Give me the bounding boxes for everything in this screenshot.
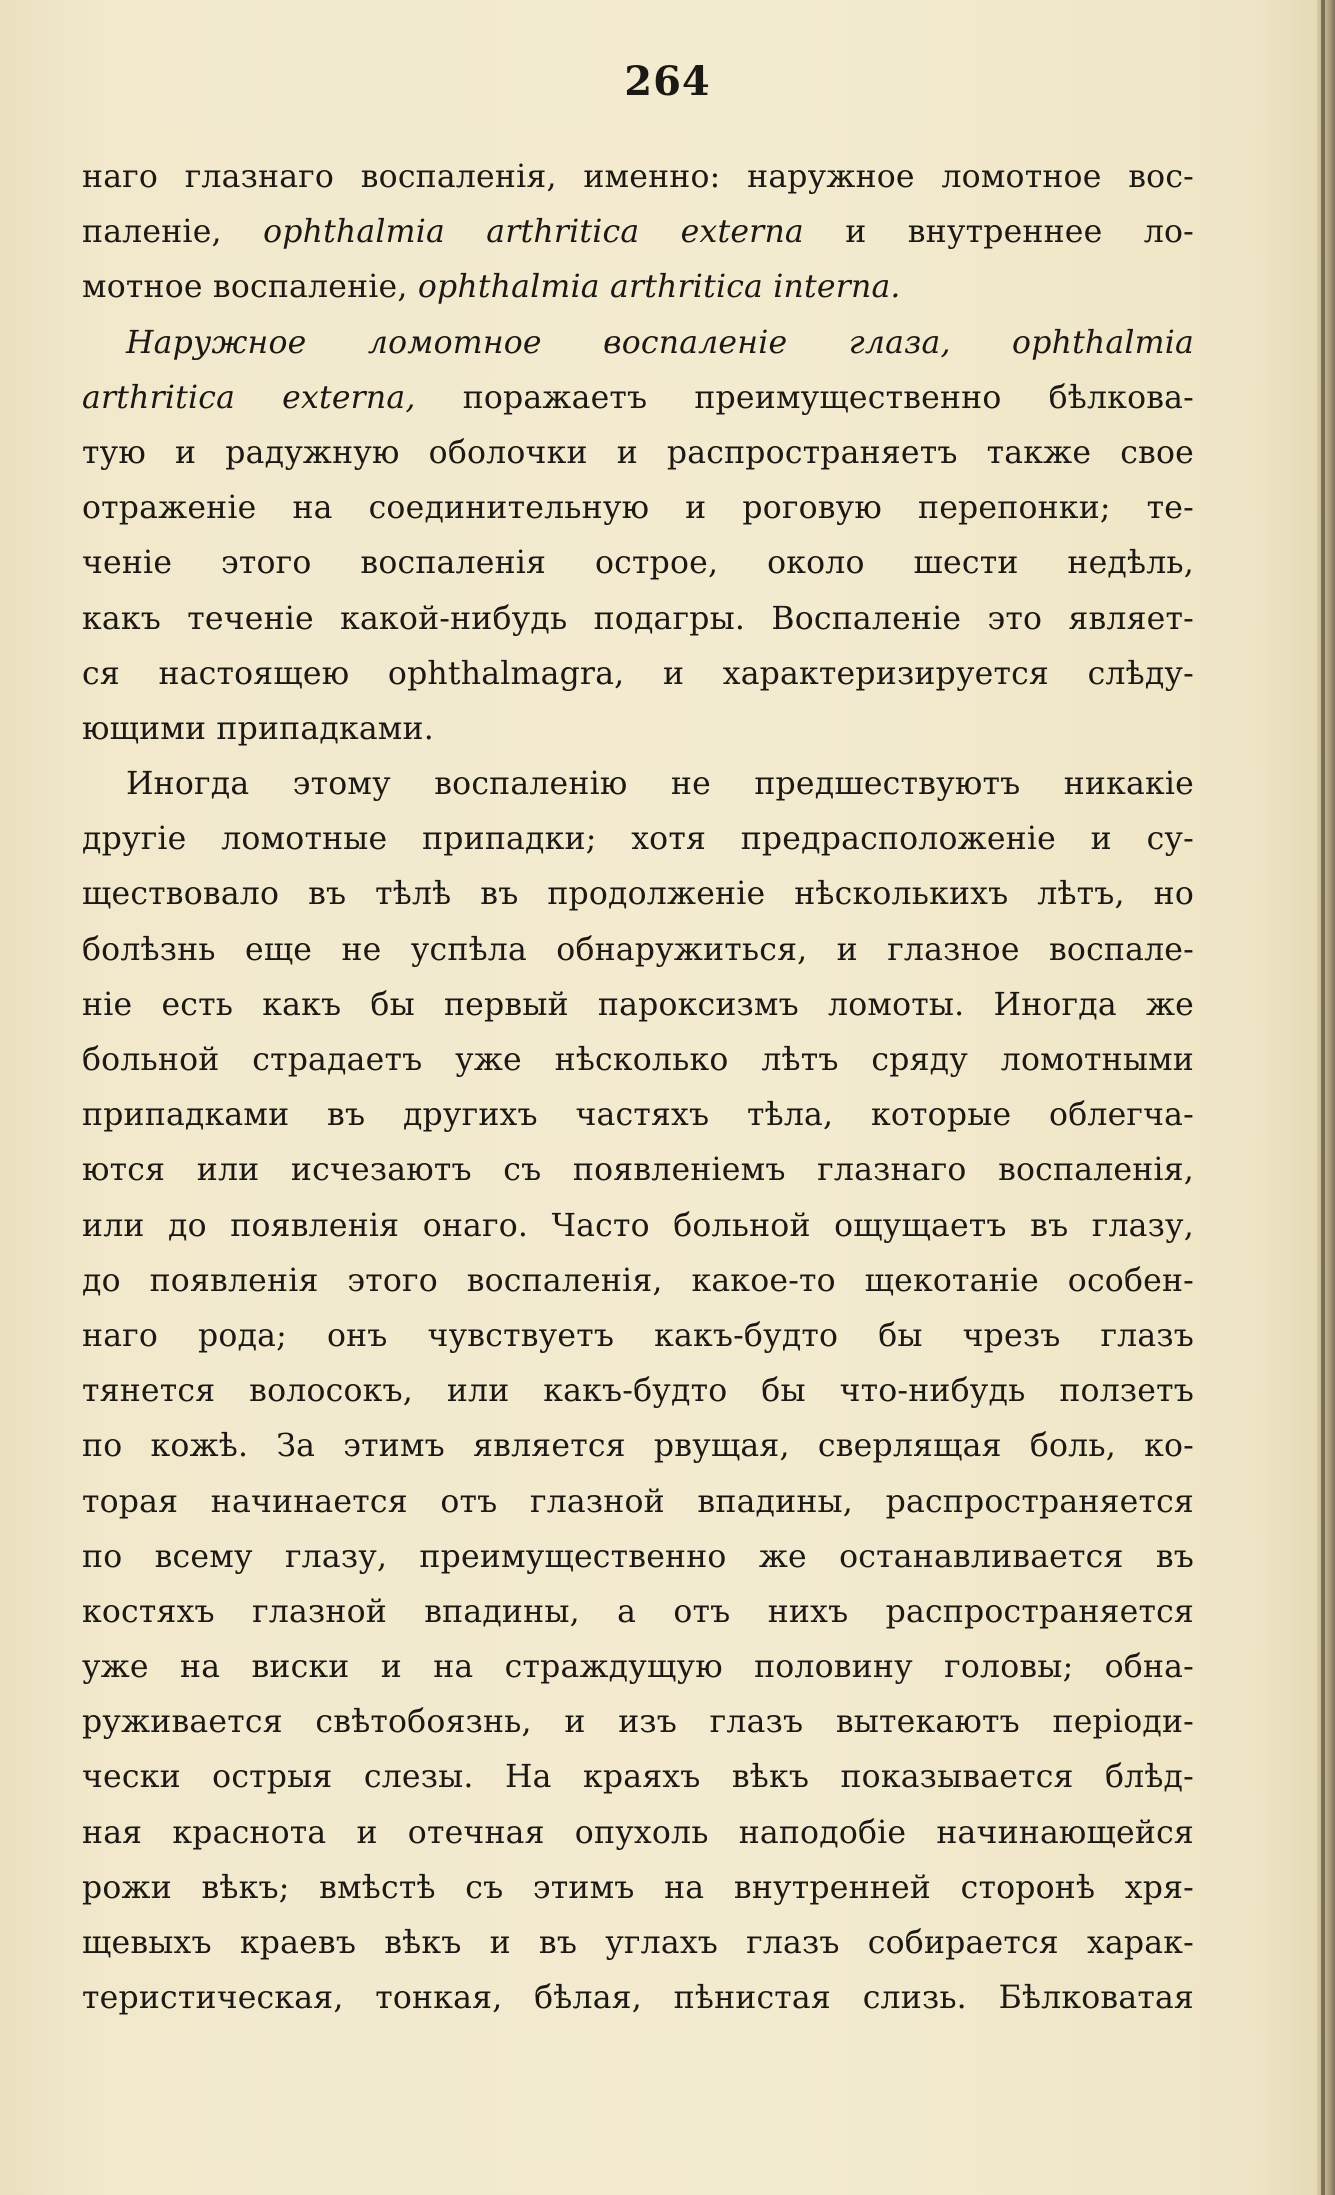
text-run: наго рода; онъ чувствуетъ какъ-будто бы чрезъ глазъ xyxy=(82,1317,1194,1354)
latin-term: arthritica externa, xyxy=(82,379,416,416)
latin-term: ophthalmia arthritica interna. xyxy=(417,269,901,306)
text-run: до появленія этого воспаленія, какое-то щекотаніе особен- xyxy=(82,1262,1194,1299)
text-line xyxy=(82,1530,1194,1585)
text-run: руживается свѣтобоязнь, и изъ глазъ вытекаютъ періоди- xyxy=(82,1704,1194,1741)
text-run: уже на виски и на страждущую половину головы; обна- xyxy=(82,1649,1194,1686)
text-line xyxy=(82,260,1194,315)
text-line xyxy=(82,1695,1194,1750)
text-line xyxy=(82,702,1194,757)
text-line xyxy=(82,923,1194,978)
text-line xyxy=(82,978,1194,1033)
text-run: больной страдаетъ уже нѣсколько лѣтъ сряду ломотными xyxy=(82,1042,1194,1078)
text-run: ющими припадками. xyxy=(82,710,434,747)
text-line xyxy=(82,150,1194,205)
text-run: тянется волосокъ, или какъ-будто бы что-нибудь ползетъ xyxy=(82,1373,1194,1410)
text-line xyxy=(82,426,1194,481)
text-line xyxy=(82,1419,1194,1474)
text-run: какъ теченіе какой-нибудь подагры. Воспаленіе это являет- xyxy=(82,600,1194,637)
page-edge xyxy=(1317,0,1335,2195)
text-run: Иногда этому воспаленію не предшествуютъ никакіе xyxy=(126,766,1194,803)
text-run: ченіе этого воспаленія острое, около шести недѣль, xyxy=(82,545,1194,582)
text-line xyxy=(82,1640,1194,1695)
text-run: рожи вѣкъ; вмѣстѣ съ этимъ на внутренней сторонѣ хря- xyxy=(82,1869,1194,1906)
text-run: наго глазнаго воспаленія, именно: наружное ломотное вос- xyxy=(82,159,1194,195)
text-run: чески острыя слезы. На краяхъ вѣкъ показывается блѣд- xyxy=(82,1759,1194,1796)
text-line xyxy=(82,1364,1194,1419)
text-line xyxy=(82,1861,1194,1916)
text-line xyxy=(82,1475,1194,1530)
text-run: припадками въ другихъ частяхъ тѣла, которые облегча- xyxy=(82,1097,1194,1134)
text-line xyxy=(82,536,1194,591)
text-line xyxy=(82,1750,1194,1805)
text-line xyxy=(82,371,1194,426)
text-line xyxy=(82,1033,1194,1088)
text-run: мотное воспаленіе, xyxy=(82,269,418,306)
text-line xyxy=(82,1088,1194,1143)
text-run: поражаетъ преимущественно бѣлкова- xyxy=(415,379,1194,416)
paragraph-start-line xyxy=(82,757,1194,812)
text-run: по кожѣ. За этимъ является рвущая, сверлящая боль, ко- xyxy=(82,1428,1194,1465)
text-run: ная краснота и отечная опухоль наподобіе начинающейся xyxy=(82,1814,1194,1851)
text-run: ществовало въ тѣлѣ въ продолженіе нѣсколькихъ лѣтъ, но xyxy=(82,876,1194,913)
text-line xyxy=(82,481,1194,536)
text-line xyxy=(82,812,1194,867)
section-heading-line xyxy=(82,316,1194,371)
text-run: отраженіе на соединительную и роговую перепонки; те- xyxy=(82,490,1194,527)
text-run: или до появленія онаго. Часто больной ощущаетъ въ глазу, xyxy=(82,1207,1194,1244)
text-line xyxy=(82,647,1194,702)
text-line xyxy=(82,1916,1194,1971)
text-line xyxy=(82,1199,1194,1254)
text-run: теристическая, тонкая, бѣлая, пѣнистая слизь. Бѣлковатая xyxy=(82,1980,1194,2017)
text-line xyxy=(82,1806,1194,1861)
text-run: ніе есть какъ бы первый пароксизмъ ломоты. Иногда же xyxy=(82,986,1194,1023)
text-run: ются или исчезаютъ съ появленіемъ глазнаго воспаленія, xyxy=(82,1152,1194,1189)
text-run: торая начинается отъ глазной впадины, распространяется xyxy=(82,1483,1194,1520)
latin-term: ophthalmia arthritica externa xyxy=(263,214,804,251)
text-line xyxy=(82,1585,1194,1640)
text-run: костяхъ глазной впадины, а отъ нихъ распространяется xyxy=(82,1593,1194,1630)
text-line xyxy=(82,867,1194,922)
text-run: тую и радужную оболочки и распространяетъ также свое xyxy=(82,434,1194,471)
text-line xyxy=(82,592,1194,647)
text-run: по всему глазу, преимущественно же останавливается въ xyxy=(82,1538,1194,1575)
text-run: другіе ломотные припадки; хотя предрасположеніе и су- xyxy=(82,821,1194,858)
text-run: болѣзнь еще не успѣла обнаружиться, и глазное воспале- xyxy=(82,931,1194,968)
text-run: Наружное ломотное воспаленіе глаза, ophthalmia xyxy=(126,324,1194,361)
page-number: 264 xyxy=(624,58,711,105)
text-run: паленіе, xyxy=(82,214,264,251)
text-line xyxy=(82,205,1194,260)
text-line xyxy=(82,1971,1194,2026)
binding-edge-line xyxy=(1321,0,1325,2195)
text-run: и внутреннее ло- xyxy=(803,214,1195,251)
text-line xyxy=(82,1143,1194,1198)
text-run: ся настоящею ophthalmagra, и характеризируется слѣду- xyxy=(82,655,1194,692)
body-text xyxy=(82,150,1194,2026)
text-line xyxy=(82,1309,1194,1364)
text-line xyxy=(82,1254,1194,1309)
text-run: щевыхъ краевъ вѣкъ и въ углахъ глазъ собирается харак- xyxy=(82,1925,1194,1961)
